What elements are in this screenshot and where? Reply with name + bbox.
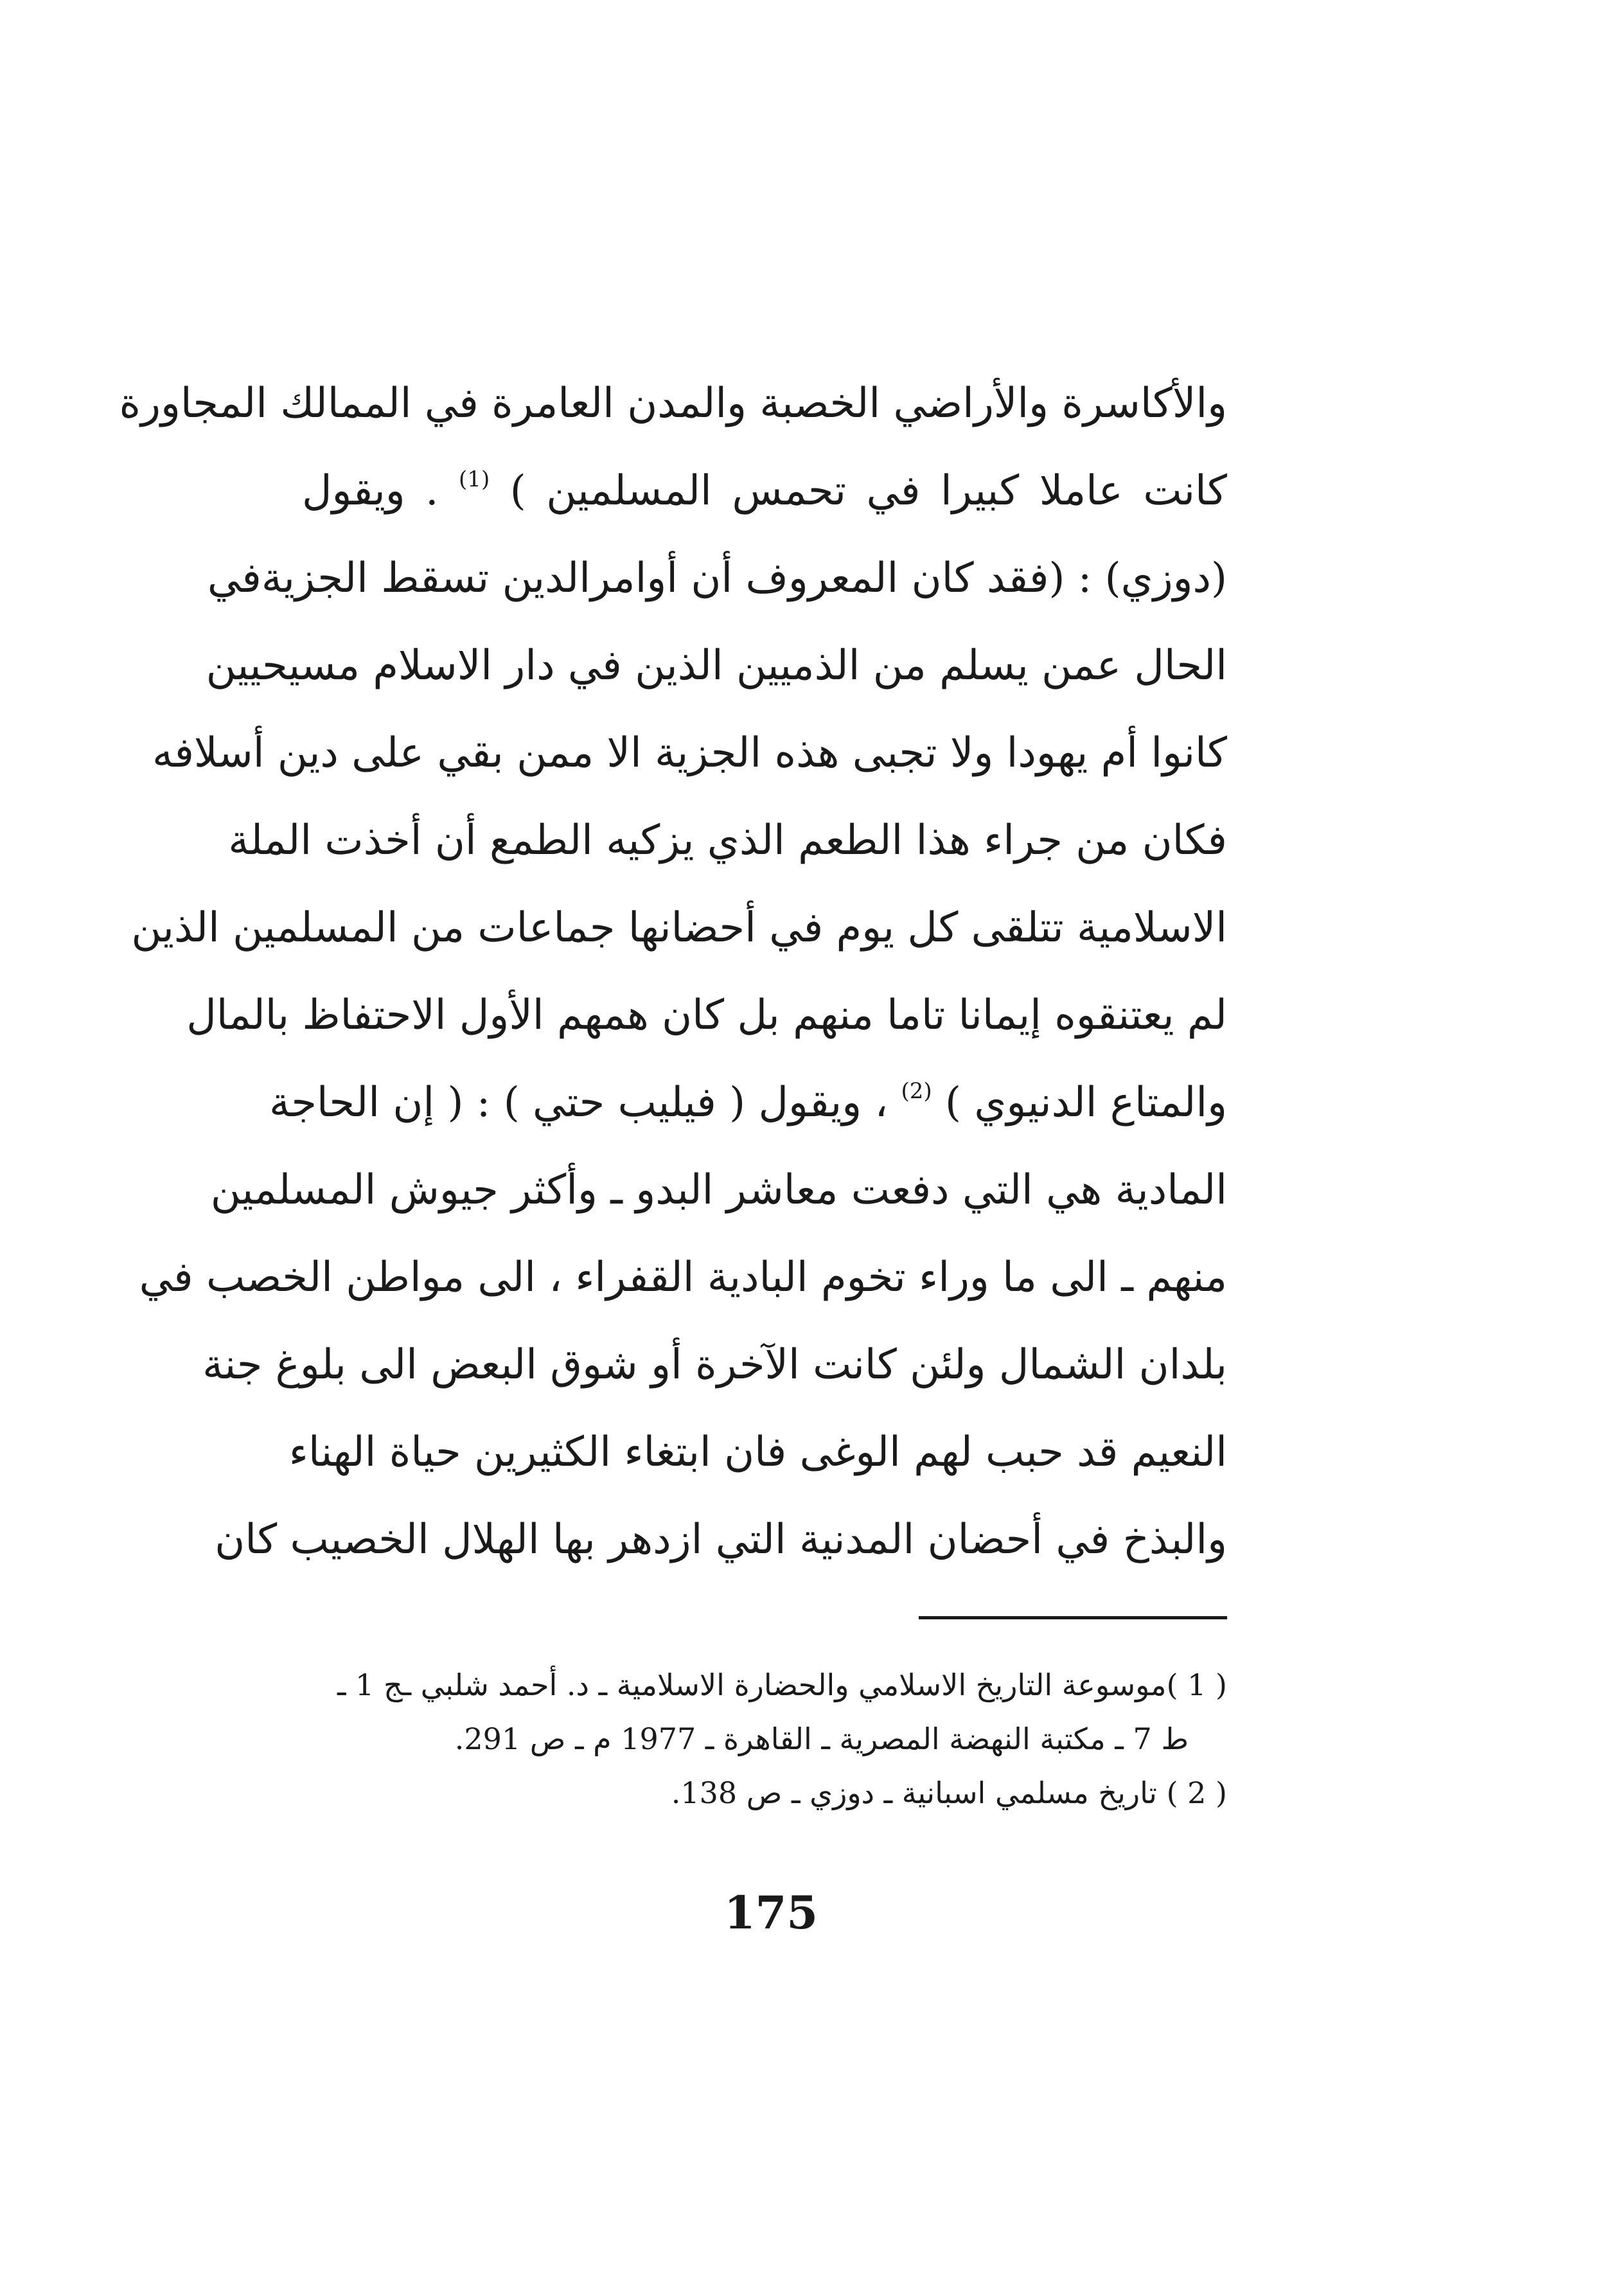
footnote-1-line-1: ( 1 )موسوعة التاريخ الاسلامي والحضارة الاسلامية ـ د. أحمد شلبي ـج 1 ـ: [337, 1668, 1227, 1702]
body-line-9-text: والمتاع الدنيوي ): [945, 1079, 1227, 1126]
body-line-13: النعيم قد حبب لهم الوغى فان ابتغاء الكثيرين حياة الهناء: [288, 1428, 1227, 1476]
body-line-12: بلدان الشمال ولئن كانت الآخرة أو شوق البعض الى بلوغ جنة: [202, 1341, 1227, 1389]
body-line-3: (دوزي) : (فقد كان المعروف أن أوامرالدين تسقط الجزيةفي: [207, 555, 1227, 602]
body-line-11: منهم ـ الى ما وراء تخوم البادية القفراء ، الى مواطن الخصب في: [139, 1254, 1227, 1301]
body-line-8: لم يعتنقوه إيمانا تاما منهم بل كان همهم الأول الاحتفاظ بالمال: [186, 992, 1227, 1039]
body-line-10: المادية هي التي دفعت معاشر البدو ـ وأكثر جيوش المسلمين: [210, 1166, 1227, 1214]
body-text: [119, 360, 1227, 1583]
body-line-9: [269, 1059, 1227, 1146]
footnote-separator-rule: [919, 1616, 1227, 1619]
page-number: 175: [723, 1886, 818, 1939]
body-line-1: والأكاسرة والأراضي الخصبة والمدن العامرة في الممالك المجاورة: [119, 380, 1227, 427]
body-line-4: الحال عمن يسلم من الذميين الذين في دار الاسلام مسيحيين: [206, 642, 1227, 690]
body-line-6: فكان من جراء هذا الطعم الذي يزكيه الطمع أن أخذت الملة: [228, 817, 1227, 864]
footnote-2: ( 2 ) تاريخ مسلمي اسبانية ـ دوزي ـ ص 138.: [671, 1775, 1227, 1810]
footnote-1-line-2: ط 7 ـ مكتبة النهضة المصرية ـ القاهرة ـ 1977 م ـ ص 291.: [454, 1722, 1189, 1756]
body-line-2-text: كانت عاملا كبيرا في تحمس المسلمين ): [509, 467, 1227, 515]
body-line-14: والبذخ في أحضان المدنية التي ازدهر بها الهلال الخصيب كان: [215, 1516, 1227, 1563]
footnote-ref-2: (2): [901, 1078, 932, 1104]
footnotes: [302, 1658, 1227, 1820]
body-line-2: [302, 447, 1227, 535]
body-line-5: كانوا أم يهودا ولا تجبى هذه الجزية الا ممن بقي على دين أسلافه: [152, 729, 1227, 777]
body-line-9-tail: ، ويقول ( فيليب حتي ) : ( إن الحاجة: [269, 1079, 889, 1126]
footnote-ref-1: (1): [459, 467, 490, 492]
body-line-2-tail: . ويقول: [302, 467, 439, 515]
body-line-7: الاسلامية تتلقى كل يوم في أحضانها جماعات من المسلمين الذين: [131, 904, 1227, 952]
